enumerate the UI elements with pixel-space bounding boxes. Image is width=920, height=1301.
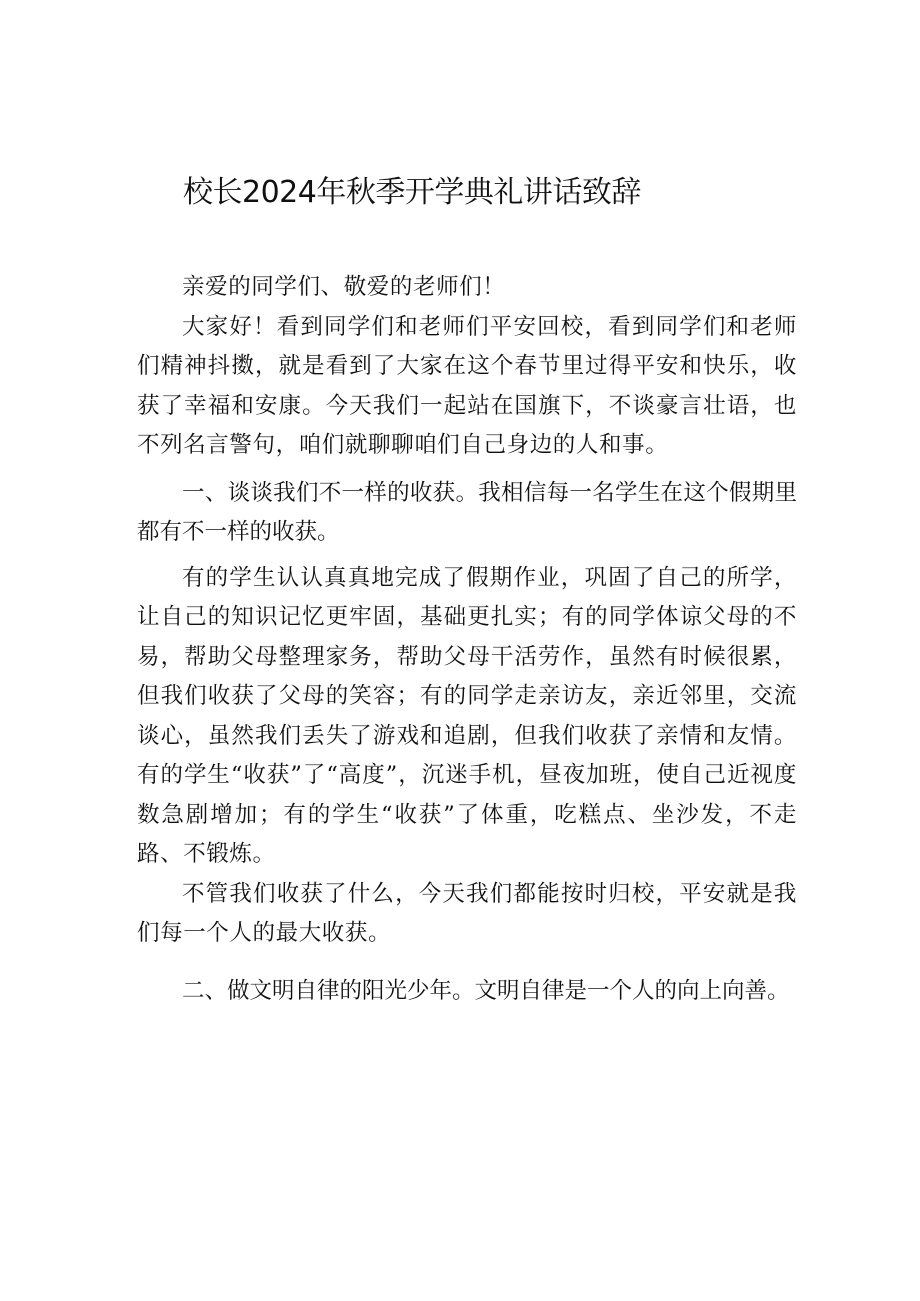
opening-paragraph: 大家好！看到同学们和老师们平安回校，看到同学们和老师们精神抖擞，就是看到了大家在这个春节里过得平安和快乐，收获了幸福和安康。今天我们一起站在国旗下，不谈豪言壮语，也不列名言警句，咱们就聊聊咱们自己身边的人和事。 — [137, 313, 797, 458]
section-one-heading: 一、谈谈我们不一样的收获。我相信每一名学生在这个假期里都有不一样的收获。 — [137, 479, 797, 545]
greeting-paragraph: 亲爱的同学们、敬爱的老师们！ — [182, 274, 506, 300]
section-two-heading: 二、做文明自律的阳光少年。文明自律是一个人的向上向善。 — [182, 977, 790, 1004]
harvest-paragraph: 有的学生认认真真地完成了假期作业，巩固了自己的所学，让自己的知识记忆更牢固，基础更扎实；有的同学体谅父母的不易，帮助父母整理家务，帮助父母干活劳作，虽然有时候很累，但我们收获了父母的笑容；有的同学走亲访友，亲近邻里，交流谈心，虽然我们丢失了游戏和追剧，但我们收获了亲情和友情。有的学生“收获”了“高度”，沉迷手机，昼夜加班，使自己近视度数急剧增加；有的学生“收获”了体重，吃糕点、坐沙发，不走路、不锻炼。 — [137, 564, 797, 867]
safety-paragraph: 不管我们收获了什么，今天我们都能按时归校，平安就是我们每一个人的最大收获。 — [137, 880, 797, 946]
document-title: 校长2024年秋季开学典礼讲话致辞 — [183, 175, 641, 210]
document-body — [137, 268, 797, 1017]
